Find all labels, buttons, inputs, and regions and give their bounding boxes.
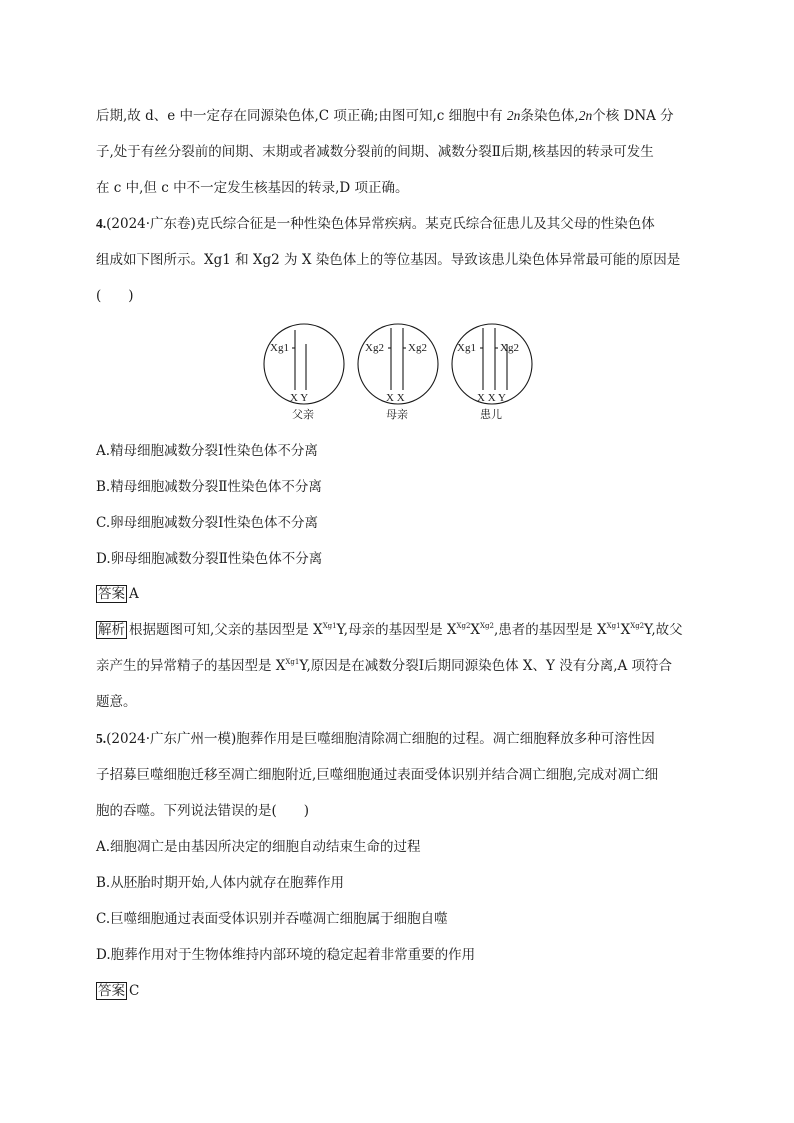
q4-option-d: D.卵母细胞减数分裂Ⅱ性染色体不分离 <box>96 551 323 567</box>
q4-option-b: B.精母细胞减数分裂Ⅱ性染色体不分离 <box>96 479 322 495</box>
q5-option-b: B.从胚胎时期开始,人体内就存在胞葬作用 <box>96 875 345 891</box>
mother-right-gene-label: Xg2 <box>408 342 427 354</box>
q5-stem-line-3: 胞的吞噬。下列说法错误的是( ) <box>96 803 310 819</box>
q4-answer <box>96 585 139 603</box>
prev-explanation-line-2: 子,处于有丝分裂前的间期、末期或者减数分裂前的间期、减数分裂Ⅱ后期,核基因的转录可发生 <box>96 144 654 160</box>
child-cell <box>452 324 532 421</box>
analysis-label: 解析 <box>98 622 125 638</box>
q4-number: 4. <box>96 216 107 231</box>
q4-answer-blank: ( ) <box>96 288 134 304</box>
q4-option-a: A.精母细胞减数分裂Ⅰ性染色体不分离 <box>96 443 318 459</box>
mother-caption: 母亲 <box>386 408 408 421</box>
mother-left-gene-label: Xg2 <box>365 342 384 354</box>
child-left-gene-label: Xg1 <box>457 342 476 354</box>
q5-option-d: D.胞葬作用对于生物体维持内部环境的稳定起着非常重要的作用 <box>96 947 476 963</box>
q4-option-c: C.卵母细胞减数分裂Ⅰ性染色体不分离 <box>96 515 318 531</box>
q5-option-a: A.细胞凋亡是由基因所决定的细胞自动结束生命的过程 <box>96 839 421 855</box>
child-right-gene-label: Xg2 <box>500 342 519 354</box>
prev-explanation-line-1: 后期,故 d、e 中一定存在同源染色体,C 项正确;由图可知,c 细胞中有 2n条染色体,2n个核 DNA 分 <box>96 108 674 124</box>
q5-number: 5. <box>96 731 107 746</box>
answer-label: 答案 <box>98 983 125 999</box>
q4-stem-line-1: 4.(2024·广东卷)克氏综合征是一种性染色体异常疾病。某克氏综合征患儿及其父母的性染色体 <box>96 216 655 232</box>
q4-stem-line-2: 组成如下图所示。Xg1 和 Xg2 为 X 染色体上的等位基因。导致该患儿染色体异常最可能的原因是 <box>96 252 681 268</box>
q4-analysis-line-1: 解析 根据题图可知,父亲的基因型是 $X^{Xg1}Y$,母亲的基因型是 $X^{Xg2}X^{Xg2}$,患者的基因型是 $X^{Xg1}X^{Xg2}Y$,故父 <box>98 622 683 638</box>
prev-explanation-line-3: 在 c 中,但 c 中不一定发生核基因的转录,D 项正确。 <box>96 180 409 196</box>
mother-chromosomes: X X <box>386 392 405 404</box>
q4-analysis-line-3: 题意。 <box>96 694 137 710</box>
q5-answer-value: C <box>129 983 140 999</box>
mother-cell <box>358 324 438 421</box>
father-caption: 父亲 <box>292 408 314 421</box>
q4-answer-value: A <box>129 586 139 602</box>
q4-analysis-line-2: 亲产生的异常精子的基因型是 $X^{Xg1}Y$,原因是在减数分裂Ⅰ后期同源染色体 X、Y 没有分离,A 项符合 <box>96 658 673 674</box>
father-chromosomes: X Y <box>290 392 309 404</box>
child-chromosomes: X X Y <box>477 392 506 404</box>
q5-stem-line-1: 5.(2024·广东广州一模)胞葬作用是巨噬细胞清除凋亡细胞的过程。凋亡细胞释放多种可溶性因 <box>96 731 655 747</box>
father-gene-label: Xg1 <box>270 342 289 354</box>
answer-label: 答案 <box>98 586 125 602</box>
father-cell <box>264 324 344 421</box>
q5-answer <box>96 982 139 1000</box>
chromosome-diagram <box>262 322 538 424</box>
q5-option-c: C.巨噬细胞通过表面受体识别并吞噬凋亡细胞属于细胞自噬 <box>96 911 448 927</box>
q5-stem-line-2: 子招募巨噬细胞迁移至凋亡细胞附近,巨噬细胞通过表面受体识别并结合凋亡细胞,完成对凋亡细 <box>96 767 659 783</box>
child-caption: 患儿 <box>480 408 502 421</box>
